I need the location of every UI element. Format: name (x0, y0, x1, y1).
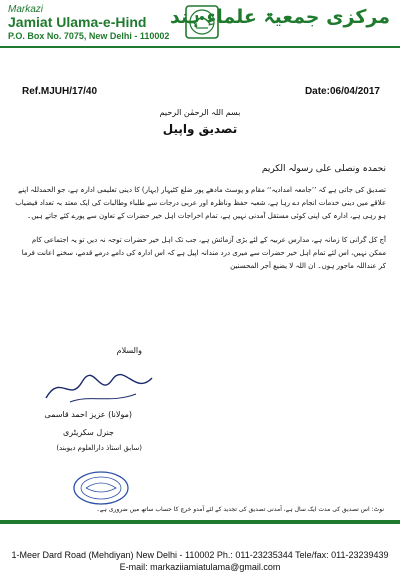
header-org-name: Jamiat Ulama-e-Hind (8, 14, 147, 30)
letter-date: Date:06/04/2017 (304, 86, 380, 97)
signatory-former-post: (سابق استاذ دارالعلوم دیوبند) (56, 444, 142, 452)
footer-divider (0, 520, 400, 524)
salutation: نحمدہ ونصلی علی رسولہ الکریم (261, 164, 386, 174)
header-markazi: Markazi (8, 4, 44, 15)
footer-address: 1-Meer Dard Road (Mehdiyan) New Delhi - 110002 Ph.: 011-23235344 Tele/fax: 011-23239439 (11, 550, 389, 560)
bismillah: بسم اللہ الرحمٰن الرحیم (159, 108, 241, 117)
signatory-name: (مولانا) عزیز احمد قاسمی (44, 410, 132, 419)
closing: والسلام (116, 346, 142, 355)
validity-note: نوٹ: اس تصدیق کی مدت ایک سال ہے، آمدنی تصدیق کی تجدید کے لئے آمدو خرچ کا حساب ساتھ میں ضروری ہے۔ (96, 506, 384, 513)
header-divider (0, 46, 400, 48)
header-po-box: P.O. Box No. 7075, New Delhi - 110002 (8, 31, 170, 41)
letter-title: تصدیق واپیل (162, 122, 238, 136)
reference-number: Ref.MJUH/17/40 (22, 86, 98, 97)
signatory-title: جنرل سکریٹری (63, 428, 114, 437)
body-paragraph-1: تصدیق کی جاتی ہے کہ ’’جامعہ امدادیہ‘‘ مقام و پوسٹ مادھے پور ضلع کٹیہار (بہار) کا دینی تعلیمی ادارہ ہے، جو الحمدللہ اپنے علاقے میں دینی خدمات انجام دے رہا ہے، شعبہ حفظ وناظرہ اور عربی درجات سے طلباء وطالبات کی ایک معتد بہ تعداد فیضیاب ہو رہی ہے، ادارہ کی اپنی کوئی مستقل آمدنی نہیں ہے، تمام اخراجات اہل خیر حضرات کے تعاون سے پورے کئے جاتے ہیں۔ (15, 186, 386, 220)
official-stamp-icon (72, 470, 130, 506)
body-paragraph-2: آج کل گرانی کا زمانہ ہے، مدارس عربیہ کے لئے بڑی آزمائش ہے، جب تک اہل خیر حضرات توجہ نہ دیں تو یہ اجتماعی کام ممکن نہیں، اس لئے تمام اہل خیر حضرات سے میری درد مندانہ اپیل ہے کہ اس ادارہ کی دامے درمے قدمے، سخنے اعانت فرما کر عنداللہ ماجور ہوں۔ ان اللہ لا یضیع أجر المحسنین (21, 236, 386, 270)
footer-email[interactable]: E-mail: markaziiamiatulama@gmail.com (119, 562, 281, 572)
signature-icon (40, 368, 160, 408)
header-urdu-name: مرکزی جمعیۃ علماءِ ہند (170, 6, 390, 28)
